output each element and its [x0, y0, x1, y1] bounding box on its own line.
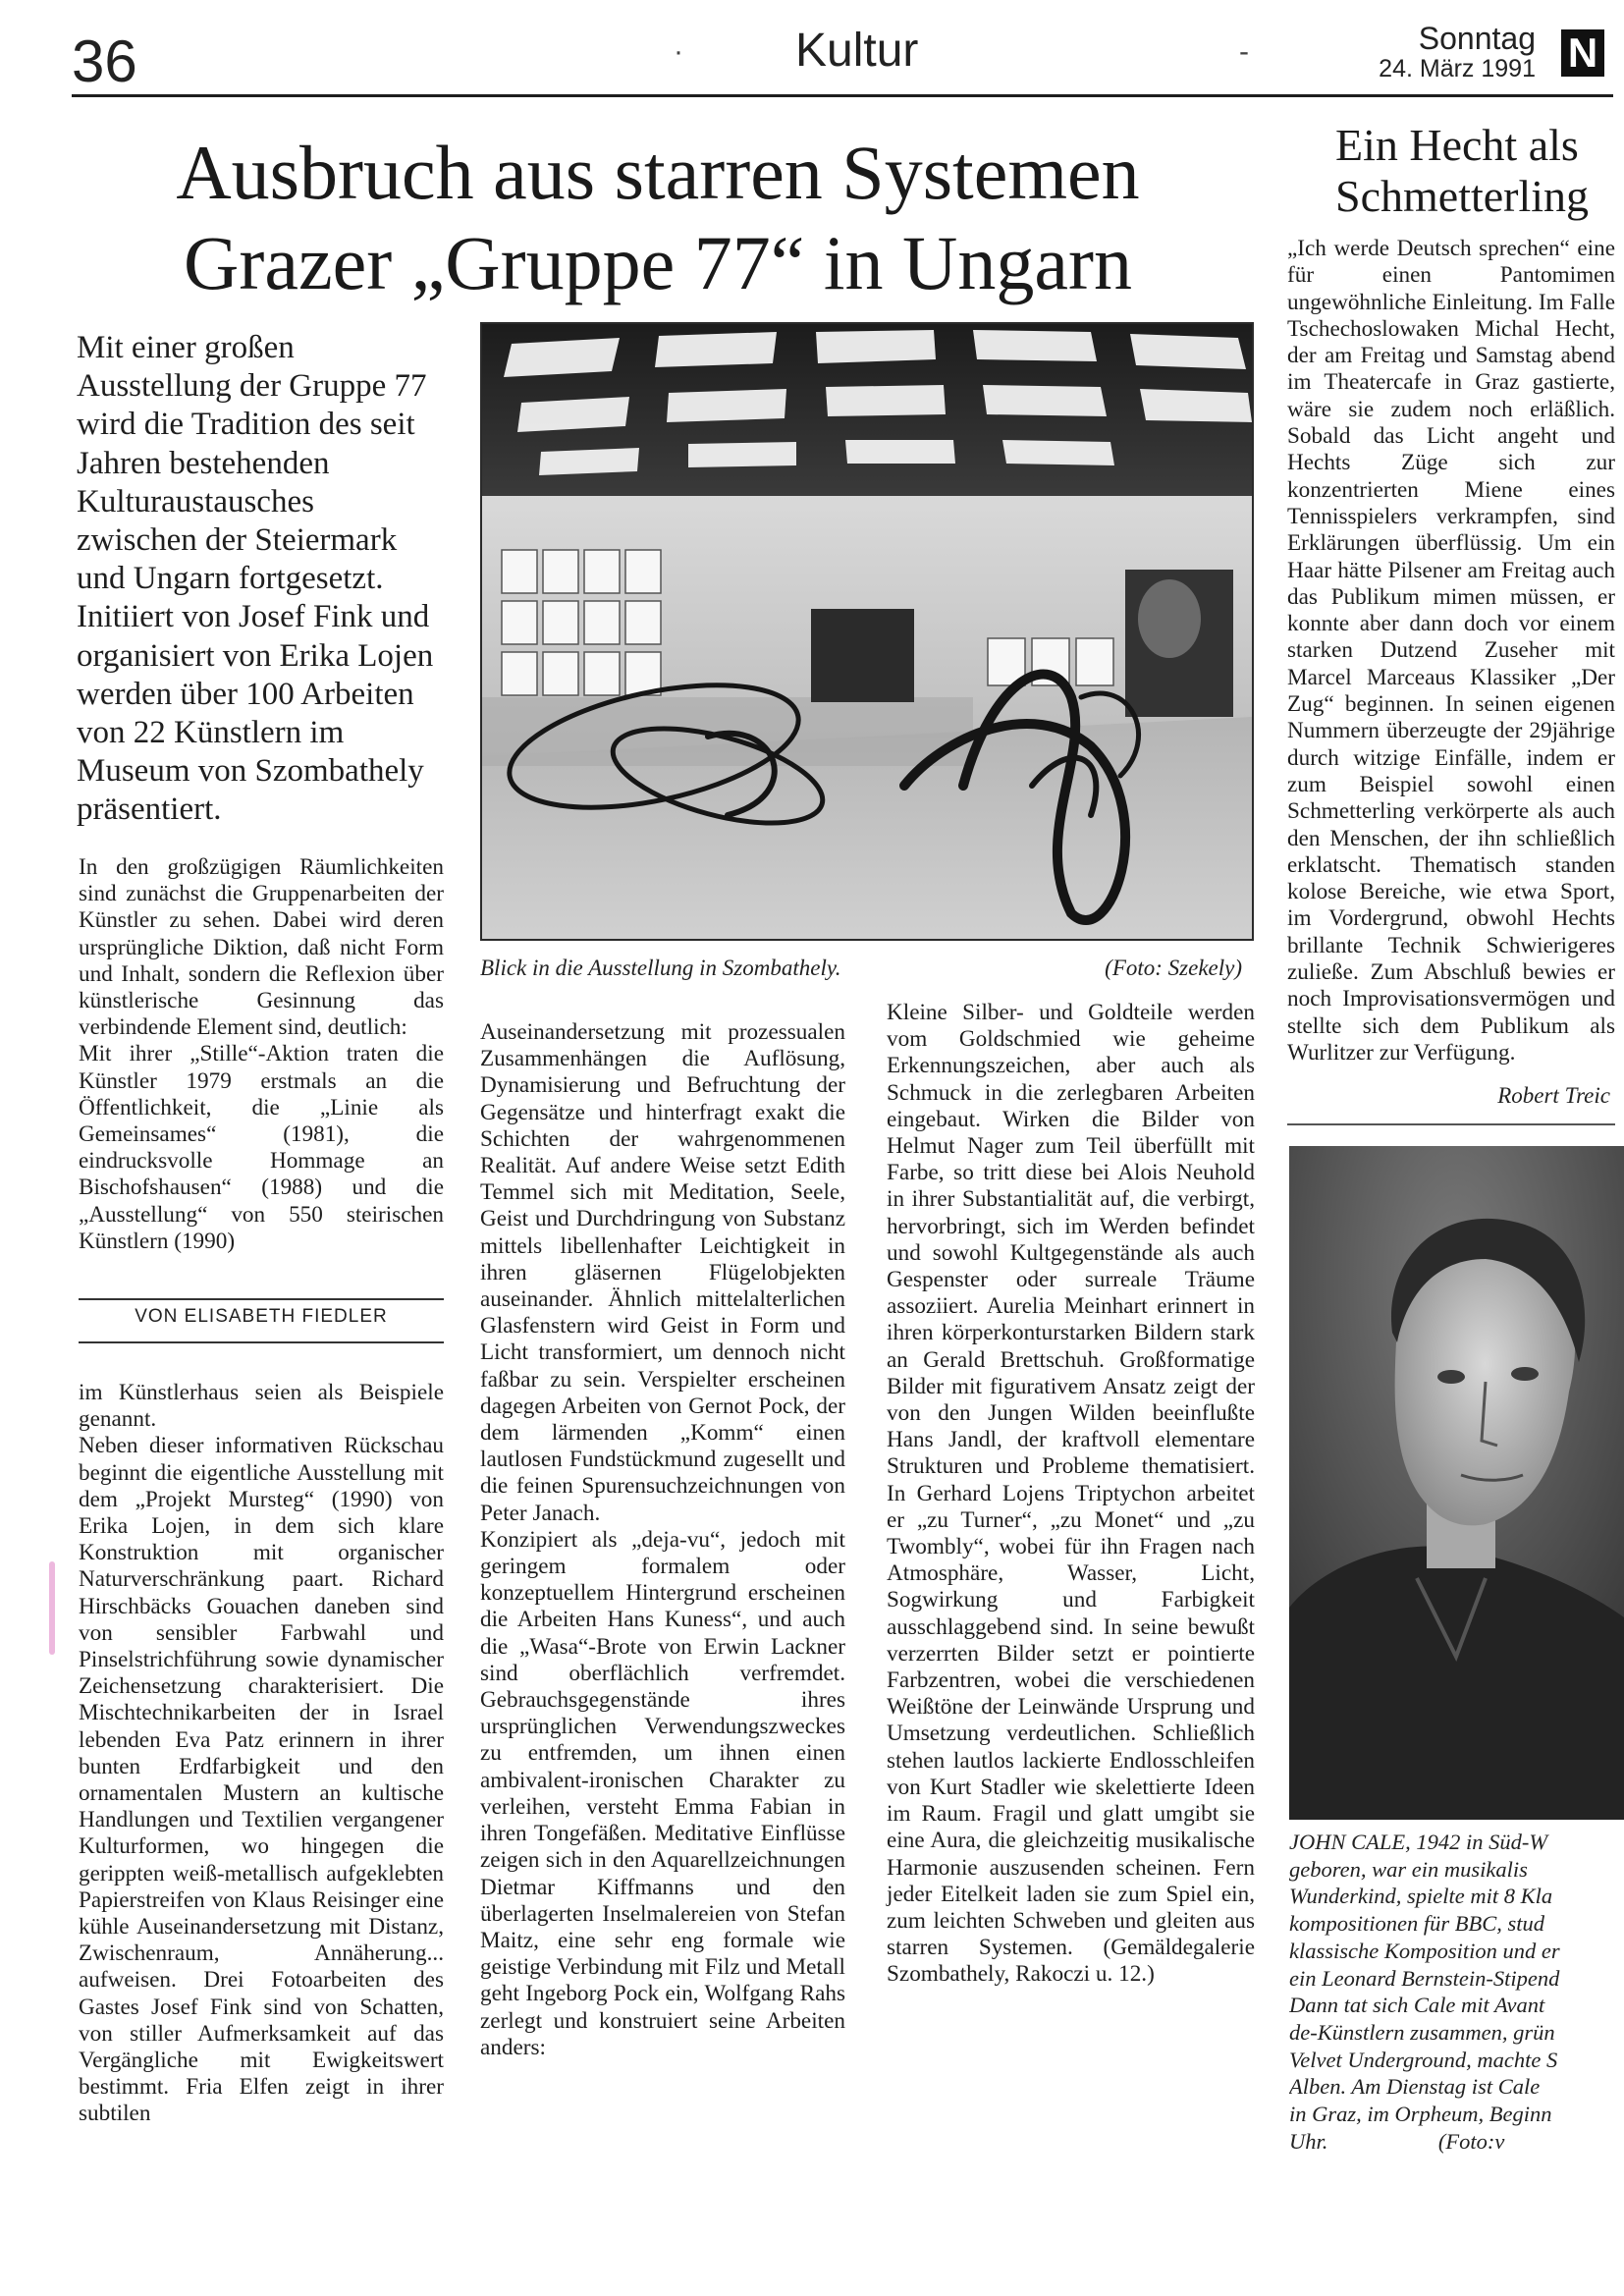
caption-text: Blick in die Ausstellung in Szombathely.	[480, 956, 841, 980]
caption-line: in Graz, im Orpheum, Beginn	[1289, 2102, 1552, 2127]
lead-paragraph: Mit einer großen Ausstellung der Gruppe 77 wird die Tradition des seit Jahren bestehenden Kulturaustausches zwischen der Steiermark und Ungarn fortgesetzt. Initiiert von Josef Fink und organisiert von Erika Lojen werden über 100 Arbeiten von 22 Künstlern im Museum von Szombathely präsentiert.	[77, 330, 434, 828]
byline-rule	[79, 1298, 444, 1300]
portrait-photo-image	[1289, 1146, 1624, 1820]
issue-date-text: 24. März 1991	[1379, 55, 1536, 82]
caption-line: Dann tat sich Cale mit Avant	[1289, 1993, 1545, 2018]
exhibition-photo	[480, 322, 1254, 941]
byline-rule	[79, 1341, 444, 1343]
exhibition-photo-caption	[480, 956, 1254, 981]
caption-line: klassische Komposition und er	[1289, 1938, 1560, 1963]
caption-line: kompositionen für BBC, stud	[1289, 1911, 1544, 1937]
header-rule	[72, 94, 1613, 97]
caption-line: Uhr. (Foto:v	[1289, 2128, 1505, 2154]
caption-line: Velvet Underground, machte S	[1289, 2047, 1558, 2072]
page-number: 36	[72, 28, 137, 94]
issue-day: Sonntag	[1418, 21, 1536, 56]
header-dot: -	[1239, 35, 1249, 68]
caption-line: geboren, war ein musikalis	[1289, 1856, 1528, 1882]
article-column-3	[887, 1000, 1255, 1989]
portrait-caption	[1289, 1829, 1624, 2155]
headline-line-1: Ausbruch aus starren Systemen	[176, 130, 1140, 215]
header-dot: ·	[674, 35, 683, 68]
main-headline	[128, 128, 1188, 308]
paragraph: In den großzügigen Räumlichkeiten sind zunächst die Gruppenarbeiten der Künstler zu sehen. Dabei wird deren ursprüngliche Diktion, daß nicht Form und Inhalt, sondern die Reflexion über künstlerische Gesinnung das verbindende Element sind, deutlich:	[79, 854, 444, 1041]
paragraph: Konzipiert als „deja-vu“, jedoch mit geringem formalem oder konzeptuellem Hintergrund erscheinen die Arbeiten Hans Kuness“, und auch die „Wasa“-Brote von Erwin Lackner sind oberflächlich verfremdet. Gebrauchsgegenstände ihres ursprünglichen Verwendungszweckes zu entfremden, um ihnen einen ambivalent-ironischen Charakter zu verleihen, versteht Emma Fabian in ihren Tongefäßen. Meditative Einflüsse zeigen sich in den Aquarellzeichnungen Dietmar Kiffmanns und den überlagerten Inselmalereien von Stefan Maitz, eine sehr eng formale wie geistige Verbindung mit Filz und Metall geht Ingeborg Pock ein, Wolfgang Rahs zerlegt und konstruiert seine Arbeiten anders:	[480, 1526, 845, 2060]
paragraph: Auseinandersetzung mit prozessualen Zusammenhängen die Auflösung, Dynamisierung und Befruchtung der Gegensätze und hinterfragt exakt die Schichten der wahrgenommenen Realität. Auf andere Weise setzt Edith Temmel sich mit Meditation, Seele, Geist und Durchdringung von Substanz mittels libellenhafter Leichtigkeit in ihren gläsernen Flügelobjekten auseinander. Ähnlich mittelalterlichen Glasfenstern wird Geist in Form und Licht transformiert, um dennoch nicht faßbar zu sein. Verspielter erscheinen dagegen Arbeiten von Gernot Pock, der dem lärmenden „Komm“ einen lautlosen Fundstückmund zugesellt und die feinen Spurensuchzeichnungen von Peter Janach.	[480, 1019, 845, 1526]
highlighter-mark	[49, 1561, 55, 1655]
paragraph: Kleine Silber- und Goldteile werden vom Goldschmied wie geheime Erkennungszeichen, aber auch als Schmuck in die zerlegbaren Arbeiten eingebaut. Wirken die Bilder von Helmut Nager zum Teil überfüllt mit Farbe, so tritt diese bei Alois Neuhold in ihrer Substantialität auf, die verbirgt, hervorbringt, sich im Werden befindet und sowohl Kultgegenstände als auch Gespenster oder surreale Träume assoziiert. Aurelia Meinhart erinnert in ihren körperkonturstarken Bildern stark an Gerald Brettschuh. Großformatige Bilder mit figurativem Ansatz zeigt der von den Jungen Wilden beeinflußte Hans Jandl, der kraftvoll elementare Strukturen und Probleme thematisiert. In Gerhard Lojens Triptychon arbeitet er „zu Turner“, „zu Monet“ und „zu Twombly“, wobei für ihn Fragen nach Atmosphäre, Wasser, Licht, Sogwirkung und Farbigkeit ausschlaggebend sind. In seine bewußt verzerrten Bilder setzt er pointierte Farbzentren, wobei die verschiedenen Weißtöne der Leinwände Ursprung und Umsetzung verdeutlichen. Schließlich stehen lautlos lackierte Endlosschleifen von Kurt Stadler wie skelettierte Ideen im Raum. Fragil und glatt umgibt sie eine Aura, die gleichzeitig musikalische Harmonie auszusenden scheinen. Fern jeder Eitelkeit laden sie zum Spiel ein, zum leichten Schweben und gleiten aus starren Systemen. (Gemäldegalerie Szombathely, Rakoczi u. 12.)	[887, 1000, 1255, 1988]
caption-line: de-Künstlern zusammen, grün	[1289, 2019, 1555, 2045]
article-column-2	[480, 1019, 845, 2061]
section-title: Kultur	[795, 25, 919, 77]
newspaper-logo: N	[1561, 29, 1604, 77]
issue-date	[1379, 22, 1536, 82]
caption-line: JOHN CALE, 1942 in Süd-W	[1289, 1830, 1548, 1854]
paragraph: Neben dieser informativen Rückschau beginnt die eigentliche Ausstellung mit dem „Projekt Mursteg“ (1990) von Erika Lojen, in dem sich klare Konstruktion mit organischer Naturverschränkung paart. Richard Hirschbäcks Gouachen daneben sind von sensibler Farbwahl und Pinselstrichführung sowie dynamischer Zeichensetzung charakterisiert. Die Mischtechnikarbeiten der in Israel lebenden Eva Patz erinnern in ihrer bunten Erdfarbigkeit und den ornamentalen Mustern an kultische Handlungen und Textilien vergangener Kulturformen, wo hingegen die gerippten weiß-metallisch aufgeklebten Papierstreifen von Klaus Reisinger eine kühle Auseinandersetzung mit Distanz, Zwischenraum, Annäherung... aufweisen. Drei Fotoarbeiten des Gastes Josef Fink sind von Schatten, von stiller Aufmerksamkeit auf das Vergängliche mit Ewigkeitswert bestimmt. Fria Elfen zeigt in ihrer subtilen	[79, 1433, 444, 2127]
headline-line-2: Grazer „Gruppe 77“ in Ungarn	[184, 220, 1132, 305]
article-column-1-bottom	[79, 1380, 444, 2128]
sidebar-headline-line-1: Ein Hecht als	[1335, 120, 1579, 170]
caption-line: Wunderkind, spielte mit 8 Kla	[1289, 1884, 1553, 1909]
byline: VON ELISABETH FIEDLER	[135, 1306, 388, 1327]
caption-line: ein Leonard Bernstein-Stipend	[1289, 1965, 1560, 1991]
sidebar-article	[1287, 236, 1615, 1066]
article-column-1-top	[79, 854, 444, 1255]
portrait-photo	[1289, 1146, 1624, 1820]
paragraph: im Künstlerhaus seien als Beispiele genannt.	[79, 1380, 444, 1433]
paragraph: Mit ihrer „Stille“-Aktion traten die Künstler 1979 erstmals an die Öffentlichkeit, die „Linie als Gemeinsames“ (1981), die eindrucksvolle Hommage an Bischofshausen“ (1988) und die „Ausstellung“ von 550 steirischen Künstlern (1990)	[79, 1041, 444, 1254]
sidebar-headline-line-2: Schmetterling	[1335, 171, 1590, 221]
sidebar-rule	[1287, 1123, 1615, 1125]
exhibition-photo-image	[482, 324, 1252, 939]
sidebar-author: Robert Treic	[1497, 1083, 1610, 1108]
caption-line: Alben. Am Dienstag ist Cale	[1289, 2074, 1541, 2100]
photo-credit: (Foto: Szekely)	[1105, 956, 1242, 980]
sidebar-headline	[1335, 120, 1624, 222]
paragraph: „Ich werde Deutsch sprechen“ eine für einen Pantomimen ungewöhnliche Einleitung. Im Falle Tschechoslowaken Michal Hecht, der am Freitag und Samstag abend im Theatercafe in Graz gastierte, wäre sie zudem noch erläßlich. Sobald das Licht angeht und Hechts Züge sich zur konzentrierten Miene eines Tennisspielers verkrampfen, sind Erklärungen überflüssig. Um ein Haar hätte Pilsener am Freitag auch das Publikum mimen müssen, er konnte aber dann doch vor einem starken Dutzend Zuseher mit Marcel Marceaus Klassiker „Der Zug“ beginnen. In seinen eigenen Nummern überzeugte der 29jährige durch witzige Einfälle, indem er zum Beispiel sowohl einen Schmetterling verkörperte als auch den Menschen, der ihn schließlich erklatscht. Thematisch standen kolose Bereiche, wie etwa Sport, im Vordergrund, obwohl Hechts brillante Technik Schwierigeres zuließe. Zum Abschluß bewies er noch Improvisationsvermögen und stellte sich dem Publikum als Wurlitzer zur Verfügung.	[1287, 236, 1615, 1066]
